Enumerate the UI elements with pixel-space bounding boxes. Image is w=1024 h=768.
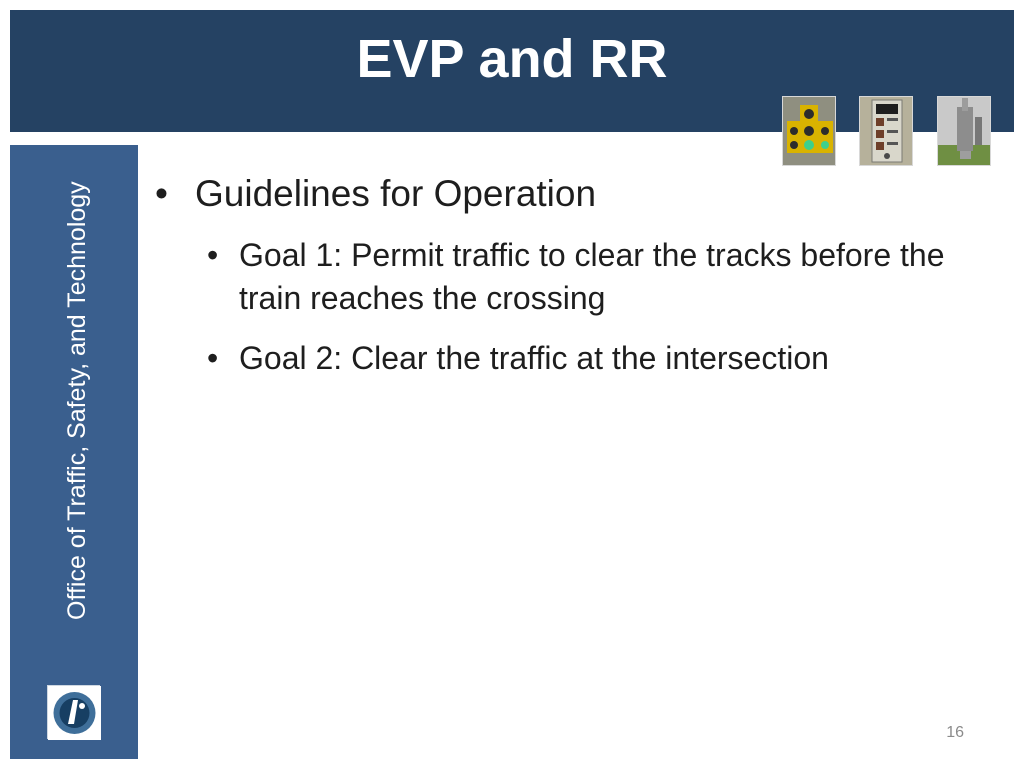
slide-title: EVP and RR <box>356 29 668 89</box>
page-number: 16 <box>946 724 964 741</box>
traffic-signal-photo-icon <box>782 96 836 166</box>
subbullet-list <box>207 234 1015 380</box>
bullet-guidelines-for-operation: • Guidelines for Operation <box>155 172 1015 216</box>
subbullet-goal-2: • Goal 2: Clear the traffic at the intersection <box>207 337 1015 380</box>
header-photos <box>782 96 994 168</box>
crossing-panel-photo-icon <box>859 96 913 166</box>
mndot-logo-icon <box>47 685 100 739</box>
subbullet-goal-1: • Goal 1: Permit traffic to clear the tracks before the train reaches the crossing <box>207 234 1015 320</box>
slide-content <box>155 172 1015 397</box>
sidebar-organization-text: Office of Traffic, Safety, and Technology <box>63 181 91 620</box>
equipment-cabinet-photo-icon <box>937 96 991 166</box>
